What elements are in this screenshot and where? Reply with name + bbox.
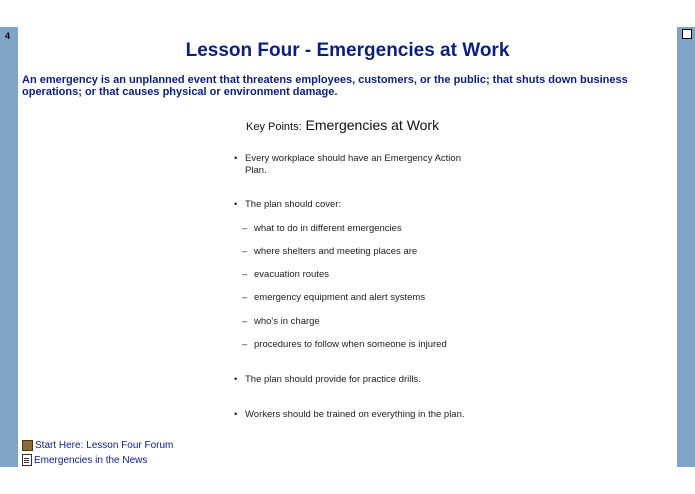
- bullet-text: Every workplace should have an Emergency Action Plan.: [245, 153, 461, 176]
- section-number: 4: [5, 31, 11, 41]
- key-points-title: [246, 117, 439, 133]
- lesson-title: Lesson Four - Emergencies at Work: [185, 40, 510, 61]
- forum-link[interactable]: Start Here: Lesson Four Forum: [35, 439, 174, 451]
- news-link-row: [22, 453, 173, 467]
- document-icon: [22, 454, 32, 466]
- bullet-text: Workers should be trained on everything in the plan.: [245, 409, 465, 420]
- lesson-content: Lesson Four - Emergencies at Work An emergency is an unplanned event that threatens employees, customers, or the public; that shuts down business operations; or that causes physical or environment damage. Key Points: Emergencies at Work • Every workplace should have an Emergency Action Plan. • The plan should cover: – what to do in different emergencies – where shelters and meeting places are – evacuation routes – emergency equipment and alert systems – who's in charge – procedures to follow when someone is injured • The plan should provide for practice drills. • Workers should be trained on everything in the plan. Start Here: Lesson Four Forum Emergencies in the News: [18, 27, 677, 467]
- key-points-lead: Key Points:: [246, 121, 302, 133]
- left-rail: [0, 27, 18, 467]
- forum-icon: [22, 440, 33, 451]
- bullet-text: The plan should provide for practice drills.: [245, 374, 421, 385]
- page-footer-area: [0, 467, 695, 494]
- bullet-text: The plan should cover:: [245, 199, 342, 210]
- forum-link-row: [22, 438, 173, 452]
- collapse-box-icon[interactable]: [682, 29, 692, 39]
- right-rail: [677, 27, 695, 467]
- resource-links: [22, 438, 173, 468]
- key-points-main: Emergencies at Work: [305, 117, 440, 133]
- intro-text: An emergency is an unplanned event that threatens employees, customers, or the public; that shuts down business operations; or that causes physical or environment damage.: [22, 74, 628, 98]
- news-link[interactable]: Emergencies in the News: [34, 454, 148, 466]
